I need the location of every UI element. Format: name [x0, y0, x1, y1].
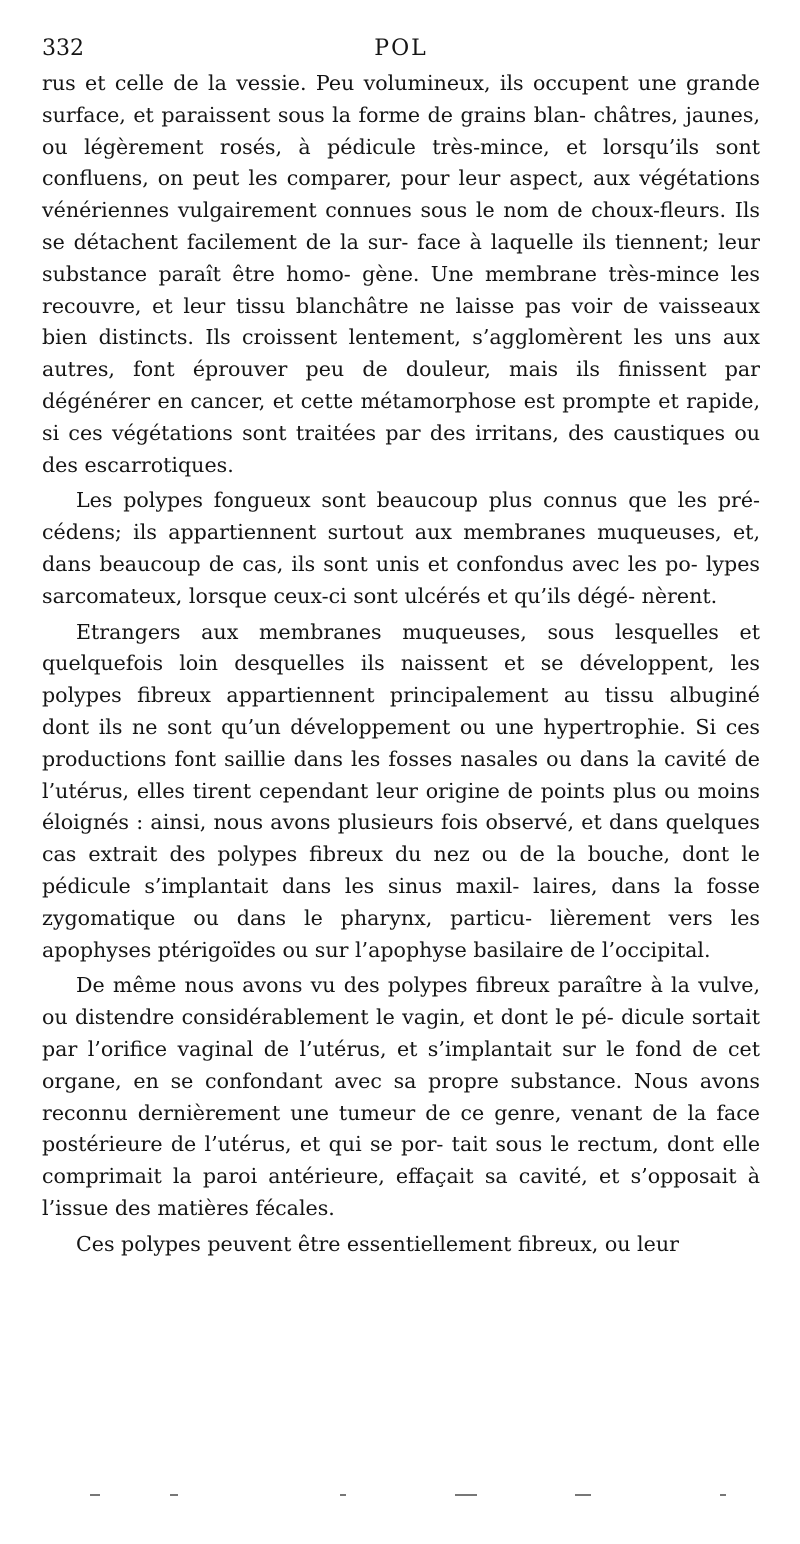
page-header — [42, 30, 760, 68]
paragraph-polypes-fongueux: Les polypes fongueux sont beaucoup plus connus que les pré- cédens; ils appartiennent surtout aux membranes muqueuses, et, dans beaucoup de cas, ils sont unis et confondus avec les po- lypes sarcomateux, lorsque ceux-ci sont ulcérés et qu’ils dégé- nèrent. — [42, 488, 760, 608]
body-text — [42, 68, 760, 1260]
printer-mark — [720, 1494, 726, 1496]
printer-mark — [170, 1494, 178, 1496]
printer-mark — [340, 1494, 346, 1496]
paragraph-polypes-fibreux: Etrangers aux membranes muqueuses, sous lesquelles et quelquefois loin desquelles ils naissent et se développent, les polypes fibreux appartiennent principalement au tissu albuginé dont ils ne sont qu’un développement ou une hypertrophie. Si ces productions font saillie dans les fosses nasales ou dans la cavité de l’utérus, elles tirent cependant leur origine de points plus ou moins éloignés : ainsi, nous avons plusieurs fois observé, et dans quelques cas extrait des polypes fibreux du nez ou de la bouche, dont le pédicule s’implantait dans les sinus maxil- laires, dans la fosse zygomatique ou dans le pharynx, particu- lièrement vers les apophyses ptérigoïdes ou sur l’apophyse basilaire de l’occipital. — [42, 619, 760, 962]
running-head: POL — [374, 36, 428, 61]
paragraph-vulve: De même nous avons vu des polypes fibreux paraître à la vulve, ou distendre considérablement le vagin, et dont le pé- dicule sortait par l’orifice vaginal de l’utérus, et s’implantait sur le fond de cet organe, en se confondant avec sa propre substance. Nous avons reconnu dernièrement une tumeur de ce genre, venant de la face postérieure de l’utérus, et qui se por- tait sous le rectum, dont elle comprimait la paroi antérieure, effaçait sa cavité, et s’opposait à l’issue des matières fécales. — [42, 973, 760, 1220]
page-number: 332 — [42, 36, 84, 61]
paragraph-continued: rus et celle de la vessie. Peu volumineux, ils occupent une grande surface, et paraissent sous la forme de grains blan- châtres, jaunes, ou légèrement rosés, à pédicule très-mince, et lorsqu’ils sont confluens, on peut les comparer, pour leur aspect, aux végétations vénériennes vulgairement connues sous le nom de choux-fleurs. Ils se détachent facilement de la sur- face à laquelle ils tiennent; leur substance paraît être homo- gène. Une membrane très-mince les recouvre, et leur tissu blanchâtre ne laisse pas voir de vaisseaux bien distincts. Ils croissent lentement, s’agglomèrent les uns aux autres, font éprouver peu de douleur, mais ils finissent par dégénérer en cancer, et cette métamorphose est prompte et rapide, si ces végétations sont traitées par des irritans, des caustiques ou des escarrotiques. — [42, 71, 760, 477]
book-page — [42, 30, 760, 1264]
printer-mark — [455, 1494, 477, 1496]
printer-mark — [90, 1494, 100, 1496]
printer-mark — [575, 1494, 591, 1496]
paragraph-final-line: Ces polypes peuvent être essentiellement fibreux, ou leur — [76, 1231, 679, 1256]
printer-marks — [80, 1494, 720, 1498]
